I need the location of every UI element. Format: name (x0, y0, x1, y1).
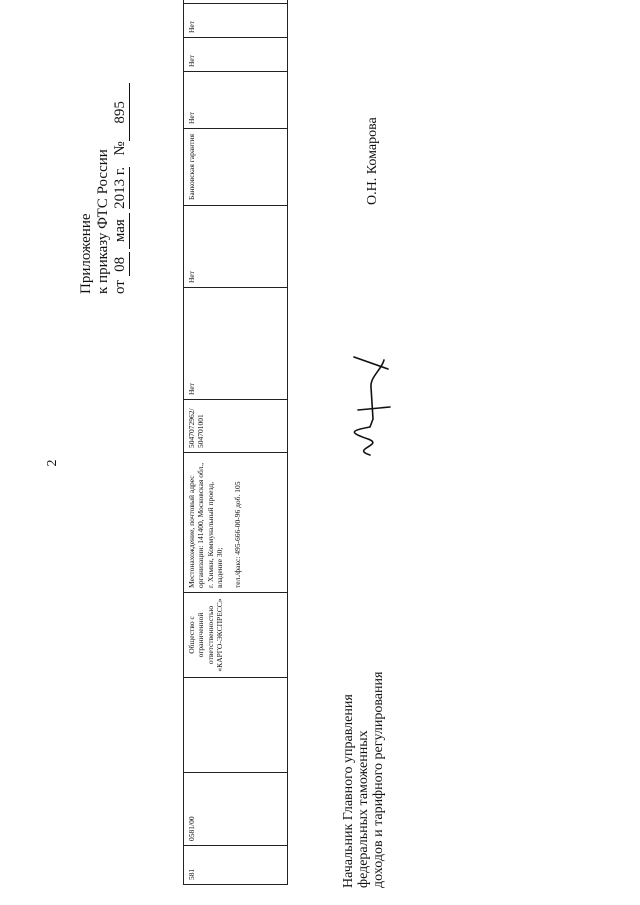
position-line-1: Начальник Главного управления (341, 694, 356, 888)
handwritten-signature (340, 347, 395, 457)
cell-empty (184, 678, 288, 773)
date-month: мая (112, 213, 130, 249)
phone-text: тел./факс: 495-666-00-96 доб. 105 (232, 481, 242, 588)
date-from-label: от (112, 280, 128, 294)
cell-row-number: 581 (184, 846, 288, 885)
cell-address (184, 453, 288, 593)
cell-inn-kpp: 5047072962/ 504701001 (184, 400, 288, 453)
cell-col14 (184, 0, 288, 4)
cell-col8: Нет (184, 288, 288, 400)
position-line-3: доходов и тарифного регулирования (371, 671, 386, 888)
signatory-position (341, 672, 386, 888)
position-line-2: федеральных таможенных (356, 730, 371, 888)
address-text: Местонахождение, почтовый адрес организации: 141400, Московская обл., г. Химки, Коммунальный проезд, владение 30; (187, 462, 225, 588)
date-year: 2013 г. (112, 166, 128, 209)
cell-col13: Нет (184, 4, 288, 38)
order-number: 895 (112, 83, 130, 141)
cell-col11: Нет (184, 72, 288, 129)
registry-table (183, 0, 288, 885)
order-number-label: № (112, 141, 128, 156)
cell-col12: Нет (184, 38, 288, 72)
appendix-header (78, 83, 130, 294)
page-number: 2 (45, 459, 60, 467)
cell-organization: Общество с ограниченной ответственностью «КАРГО-ЭКСПРЕСС» (184, 593, 288, 678)
cell-code: 0581/00 (184, 773, 288, 846)
signatory-name: О.Н. Комарова (365, 117, 380, 205)
appendix-date-line (112, 83, 130, 294)
appendix-order-ref: к приказу ФТС России (95, 149, 111, 294)
cell-guarantee: Банковская гарантия (184, 129, 288, 206)
appendix-title: Приложение (78, 213, 94, 294)
table-row (184, 0, 288, 885)
date-day: 08 (112, 252, 130, 276)
cell-col9: Нет (184, 206, 288, 288)
